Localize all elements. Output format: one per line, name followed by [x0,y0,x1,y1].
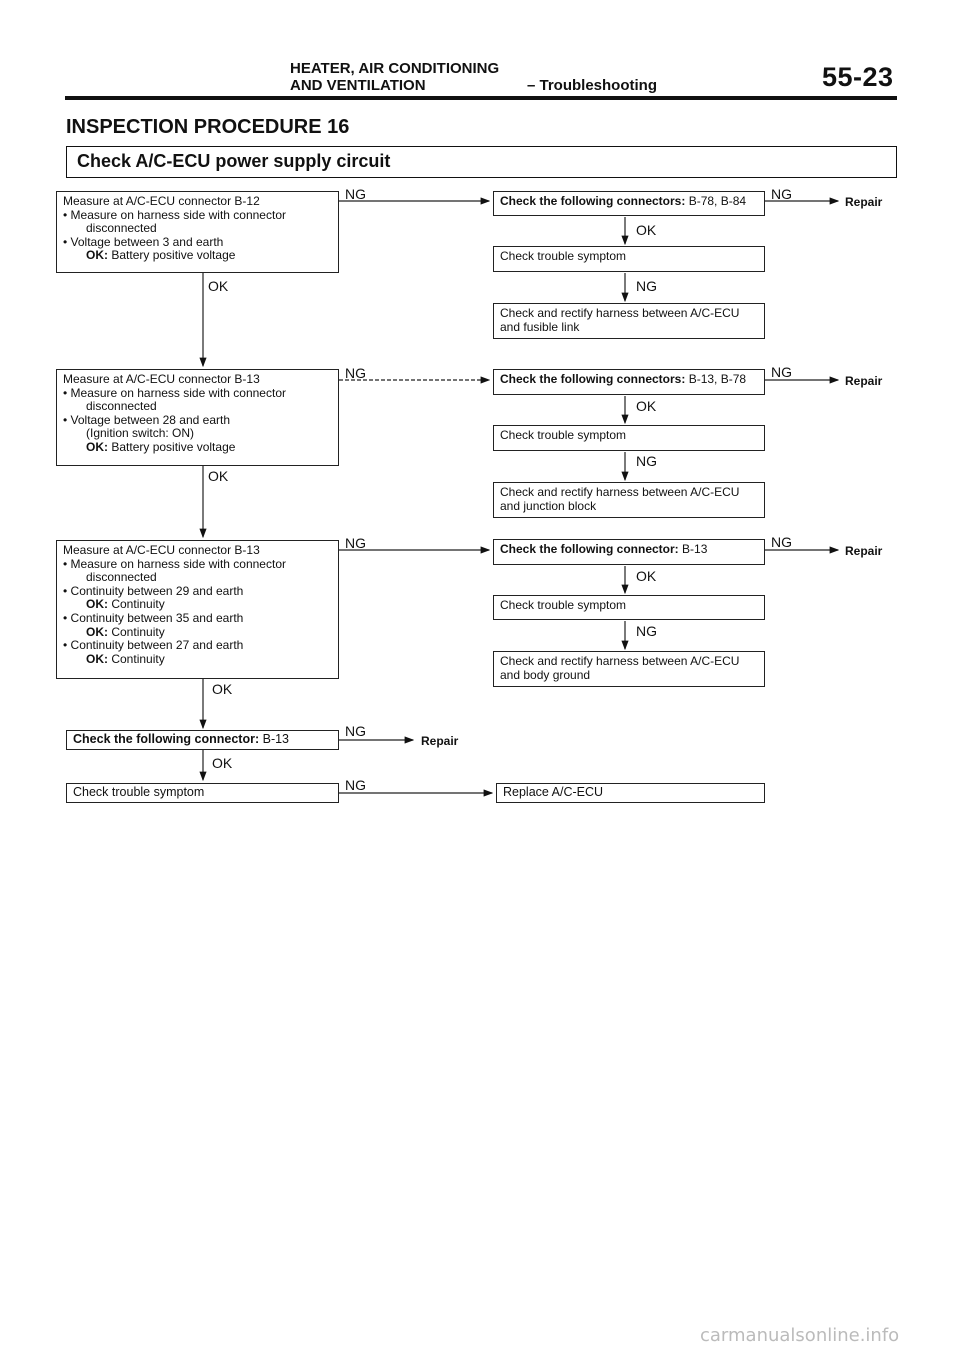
ok-label: OK [636,568,657,584]
step2-ok-criterion: OK: Battery positive voltage [86,439,236,454]
repair-label: Repair [845,195,883,209]
step3-ok-criterion: OK: Continuity [86,597,165,612]
ok-label: OK [212,681,233,697]
step3-continuity-2: • Continuity between 35 and earth [63,610,244,625]
step2-line: Measure at A/C-ECU connector B-13 [63,372,260,386]
ng-label: NG [636,278,657,294]
step1-check-connectors-box: Check the following connectors: B-78, B-84 [493,191,765,216]
step3-continuity-3: • Continuity between 27 and earth [63,638,244,653]
step1-rectify-box: Check and rectify harness between A/C-ECU and fusible link [493,303,765,339]
step1-line: • Measure on harness side with connector [63,207,286,222]
step3-line: disconnected [86,570,157,585]
ng-label: NG [345,186,366,202]
step2-measure-box [56,369,339,466]
step2-line: disconnected [86,399,157,414]
step3-line: Measure at A/C-ECU connector B-13 [63,543,260,557]
ok-label: OK [636,222,657,238]
step5-trouble-symptom-box: Check trouble symptom [66,783,339,803]
repair-label: Repair [845,374,883,388]
ng-label: NG [771,364,792,380]
step4-check-connector-box: Check the following connector: B-13 [66,730,339,750]
step3-measure-box [56,540,339,679]
banner-text: Check A/C-ECU power supply circuit [77,151,391,171]
step3-rectify-box: Check and rectify harness between A/C-ECU and body ground [493,651,765,687]
step2-line: • Measure on harness side with connector [63,385,286,400]
ok-label: OK [212,755,233,771]
step3-ok-criterion: OK: Continuity [86,624,165,639]
ng-label: NG [345,723,366,739]
step3-check-connector-box: Check the following connector: B-13 [493,539,765,565]
section-title-line2: AND VENTILATION [290,77,426,94]
procedure-title: INSPECTION PROCEDURE 16 [66,116,350,138]
step3-continuity-1: • Continuity between 29 and earth [63,583,244,598]
step3-trouble-symptom-box: Check trouble symptom [493,595,765,620]
step1-line: disconnected [86,221,157,236]
step3-line: • Measure on harness side with connector [63,556,286,571]
step2-trouble-symptom-box: Check trouble symptom [493,425,765,451]
ok-label: OK [208,468,229,484]
ng-label: NG [636,623,657,639]
ok-label: OK [208,278,229,294]
ng-label: NG [345,535,366,551]
replace-ecu-box: Replace A/C-ECU [496,783,765,803]
ng-label: NG [771,534,792,550]
footer-watermark: carmanualsonline.info [700,1325,900,1346]
ng-label: NG [345,777,366,793]
step2-line: • Voltage between 28 and earth [63,412,230,427]
ng-label: NG [771,186,792,202]
repair-label: Repair [421,734,459,748]
ng-label: NG [636,453,657,469]
step1-line: • Voltage between 3 and earth [63,234,224,249]
page-number: 55-23 [822,62,894,92]
step1-measure-box [56,191,339,273]
step3-ok-criterion: OK: Continuity [86,651,165,666]
step2-check-connectors-box: Check the following connectors: B-13, B-78 [493,369,765,395]
step2-line: (Ignition switch: ON) [86,426,195,441]
step1-line: Measure at A/C-ECU connector B-12 [63,194,260,208]
repair-label: Repair [845,544,883,558]
subsection-title: – Troubleshooting [527,77,657,94]
step1-ok-criterion: OK: Battery positive voltage [86,248,236,263]
ok-label: OK [636,398,657,414]
step1-trouble-symptom-box: Check trouble symptom [493,246,765,272]
ng-label: NG [345,365,366,381]
section-title-line1: HEATER, AIR CONDITIONING [290,60,500,77]
step2-rectify-box: Check and rectify harness between A/C-ECU and junction block [493,482,765,518]
